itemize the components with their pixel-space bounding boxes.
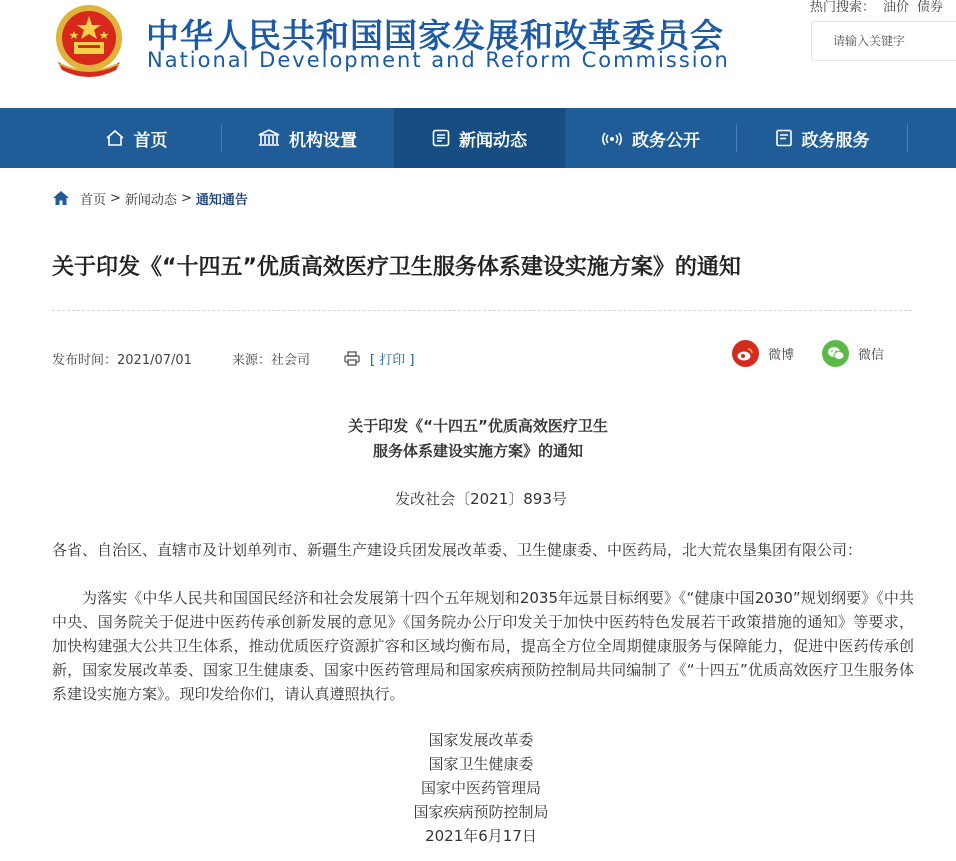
news-icon — [432, 129, 450, 147]
signer: 国家疾病预防控制局 — [413, 803, 549, 821]
national-emblem-logo[interactable] — [50, 4, 128, 80]
signer: 国家发展改革委 — [428, 731, 534, 749]
signer: 国家卫生健康委 — [428, 755, 534, 773]
document-icon — [775, 129, 793, 147]
hot-search-term[interactable]: 油价 — [883, 0, 910, 15]
nav-item-government-services[interactable] — [737, 108, 907, 168]
document-title-line: 关于印发《“十四五”优质高效医疗卫生 — [348, 417, 608, 435]
dashed-divider — [52, 310, 912, 311]
signing-date: 2021年6月17日 — [425, 827, 537, 845]
publish-time: 发布时间：2021/07/01 — [52, 353, 192, 368]
search-box — [811, 21, 956, 61]
site-title-cn[interactable]: 中华人民共和国国家发展和改革委员会 — [146, 16, 724, 55]
site-header — [0, 0, 956, 108]
nav-item-home[interactable] — [52, 108, 220, 168]
breadcrumb-separator: > — [180, 190, 192, 206]
source: 来源：社会司 — [232, 353, 311, 368]
signer: 国家中医药管理局 — [420, 779, 541, 797]
search-input[interactable] — [812, 22, 956, 60]
breadcrumb — [52, 188, 248, 208]
nav-item-news[interactable] — [394, 108, 565, 168]
breadcrumb-separator: > — [110, 190, 121, 206]
nav-divider — [907, 124, 908, 152]
home-icon[interactable] — [52, 190, 70, 206]
print-label: [ 打印 ] — [370, 353, 415, 368]
hot-search — [810, 0, 951, 15]
breadcrumb-link-notices[interactable]: 通知通告 — [195, 192, 248, 208]
document-title-line: 服务体系建设实施方案》的通知 — [372, 442, 583, 460]
breadcrumb-link-news[interactable]: 新闻动态 — [124, 192, 177, 208]
weibo-icon — [732, 340, 759, 367]
clipped-nav-icon[interactable] — [936, 234, 956, 254]
printer-icon — [344, 351, 360, 366]
share-label: 微信 — [858, 348, 885, 363]
signers-block — [0, 728, 956, 848]
body-paragraph: 为落实《中华人民共和国国民经济和社会发展第十四个五年规划和2035年远景目标纲要》《“健康中国2030”规划纲要》《中共中央、国务院关于促进中医药传承创新发展的意见》《国务院办公厅印发关于加快中医药特色发展若干政策措施的通知》等要求，加快构建强大公共卫生体系，推动优质医疗资源扩容和区域均衡布局，提高全方位全周期健康服务与保障能力，促进中医药传承创新，国家发展改革委、国家卫生健康委、国家中医药管理局和国家疾病预防控制局共同编制了《“十四五”优质高效医疗卫生服务体系建设实施方案》。现印发给你们，请认真遵照执行。 — [52, 589, 914, 703]
share-weibo[interactable] — [732, 340, 794, 367]
wechat-icon — [822, 340, 849, 367]
broadcast-icon — [601, 129, 623, 147]
share-label: 微博 — [768, 348, 795, 363]
nav-item-label: 新闻动态 — [459, 130, 527, 151]
share-wechat[interactable] — [822, 340, 884, 367]
hot-search-term[interactable]: 债券 — [917, 0, 944, 15]
nav-item-label: 机构设置 — [289, 130, 357, 151]
main-nav — [0, 108, 956, 168]
print-button[interactable] — [344, 349, 414, 368]
hot-search-label: 热门搜索： — [810, 0, 876, 15]
document-title — [0, 414, 956, 464]
breadcrumb-link-home[interactable]: 首页 — [80, 192, 107, 208]
nav-item-government-affairs[interactable] — [566, 108, 735, 168]
nav-item-label: 政务服务 — [801, 130, 870, 151]
nav-item-label: 首页 — [133, 130, 168, 151]
page-title: 关于印发《“十四五”优质高效医疗卫生服务体系建设实施方案》的通知 — [52, 255, 741, 280]
salutation: 各省、自治区、直辖市及计划单列市、新疆生产建设兵团发展改革委、卫生健康委、中医药局，北大荒农垦集团有限公司： — [52, 541, 863, 559]
home-icon — [105, 129, 125, 147]
institution-icon — [258, 129, 280, 147]
nav-item-label: 政务公开 — [632, 130, 700, 151]
site-title-en[interactable]: National Development and Reform Commission — [147, 48, 730, 72]
nav-item-institutions[interactable] — [222, 108, 393, 168]
document-number: 发改社会〔2021〕893号 — [395, 490, 567, 508]
